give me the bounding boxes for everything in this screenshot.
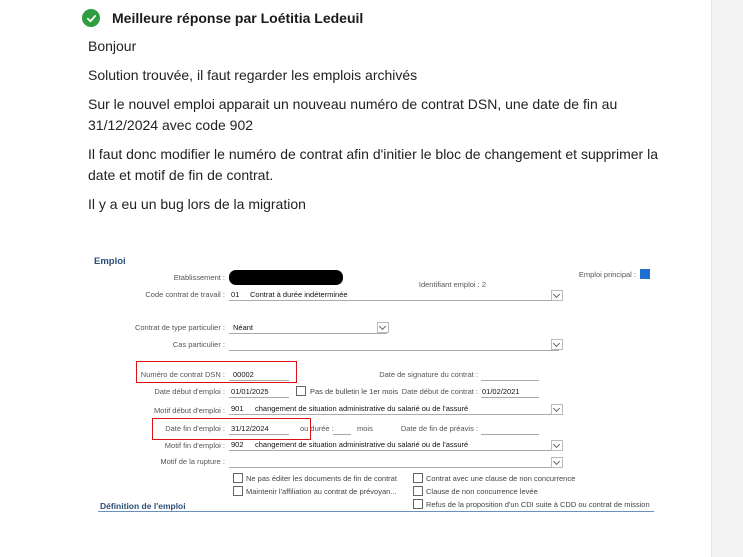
definition-rule [98,511,654,512]
chevron-down-icon[interactable] [551,290,563,301]
motif-rupture-label: Motif de la rupture : [160,457,225,466]
clause-levee-checkbox[interactable] [413,486,423,496]
date-signature-underline [481,380,539,381]
code-contrat-underline [229,300,559,301]
paragraph-solution: Solution trouvée, il faut regarder les emplois archivés [88,67,418,83]
redacted-etablissement [229,270,343,285]
duree-underline [333,434,351,435]
code-contrat-value: Contrat à durée indéterminée [250,290,348,299]
check-circle-icon [82,9,100,27]
date-fin-value: 31/12/2024 [231,424,269,433]
date-debut-emploi-value: 01/01/2025 [231,387,269,396]
date-fin-preavis-label: Date de fin de préavis : [400,424,478,433]
ne-pas-editer-label: Ne pas éditer les documents de fin de contrat [246,474,397,483]
clause-non-concurrence-checkbox[interactable] [413,473,423,483]
type-particulier-underline [229,333,387,334]
date-debut-contrat-value: 01/02/2021 [482,387,520,396]
motif-fin-underline [229,450,559,451]
pas-bulletin-checkbox[interactable] [296,386,306,396]
etablissement-label: Etablissement : [173,273,225,282]
motif-debut-label: Motif début d'emploi : [153,406,225,415]
numero-dsn-value: 00002 [233,370,254,379]
chevron-down-icon[interactable] [551,457,563,468]
paragraph-details: Sur le nouvel emploi apparait un nouveau numéro de contrat DSN, une date de fin au 31/12/2024 avec code 902 [88,96,618,133]
date-debut-emploi-label: Date début d'emploi : [154,387,225,396]
clause-non-concurrence-label: Contrat avec une clause de non concurrence [426,474,576,483]
section-title-emploi: Emploi [94,256,126,267]
refus-cdi-checkbox[interactable] [413,499,423,509]
numero-dsn-label: Numéro de contrat DSN : [140,370,225,379]
scrollbar-gutter[interactable] [711,0,743,557]
date-fin-underline [229,434,289,435]
identifiant-label: Identifiant emploi : 2 [418,280,486,289]
pas-bulletin-label: Pas de bulletin le 1er mois [310,387,398,396]
best-answer-title: Meilleure réponse par Loétitia Ledeuil [112,10,364,26]
ne-pas-editer-checkbox[interactable] [233,473,243,483]
chevron-down-icon[interactable] [551,404,563,415]
motif-rupture-underline [229,467,559,468]
cas-particulier-label: Cas particulier : [172,340,225,349]
motif-fin-code: 902 [231,440,244,449]
maintenir-affiliation-label: Maintenir l'affiliation au contrat de prévoyan... [246,487,397,496]
motif-debut-code: 901 [231,404,244,413]
motif-debut-underline [229,414,559,415]
paragraph-instructions: Il faut donc modifier le numéro de contrat afin d'initier le bloc de changement et supprimer la date et motif de fin de contrat. [88,146,658,183]
date-fin-preavis-underline [481,434,539,435]
section-title-definition: Définition de l'emploi [100,501,186,511]
motif-fin-label: Motif fin d'emploi : [164,441,225,450]
emploi-principal-checkbox[interactable] [640,269,650,279]
motif-debut-value: changement de situation administrative du salarié ou de l'assuré [255,404,469,413]
chevron-down-icon[interactable] [377,322,389,333]
paragraph-bug: Il y a eu un bug lors de la migration [88,196,306,212]
numero-dsn-underline [229,380,289,381]
date-signature-label: Date de signature du contrat : [379,370,478,379]
type-particulier-value: Néant [233,323,254,332]
chevron-down-icon[interactable] [551,440,563,451]
code-contrat-label: Code contrat de travail : [145,290,225,299]
cas-particulier-underline [229,350,559,351]
type-particulier-label: Contrat de type particulier : [134,323,225,332]
embedded-screenshot [88,253,656,521]
emploi-principal-label: Emploi principal : [578,270,636,279]
ou-duree-label: ou durée : [300,424,334,433]
mois-label: mois [357,424,373,433]
date-debut-emploi-underline [229,397,289,398]
date-debut-contrat-underline [481,397,539,398]
maintenir-affiliation-checkbox[interactable] [233,486,243,496]
chevron-down-icon[interactable] [551,339,563,350]
refus-cdi-label: Refus de la proposition d'un CDI suite à CDD ou contrat de mission [426,500,650,509]
date-fin-label: Date fin d'emploi : [165,424,225,433]
motif-fin-value: changement de situation administrative du salarié ou de l'assuré [255,440,469,449]
paragraph-greeting: Bonjour [88,38,137,54]
best-answer-header [82,7,363,29]
code-contrat-code: 01 [231,290,240,299]
date-debut-contrat-label: Date début de contrat : [401,387,478,396]
clause-levee-label: Clause de non concurrence levée [426,487,538,496]
